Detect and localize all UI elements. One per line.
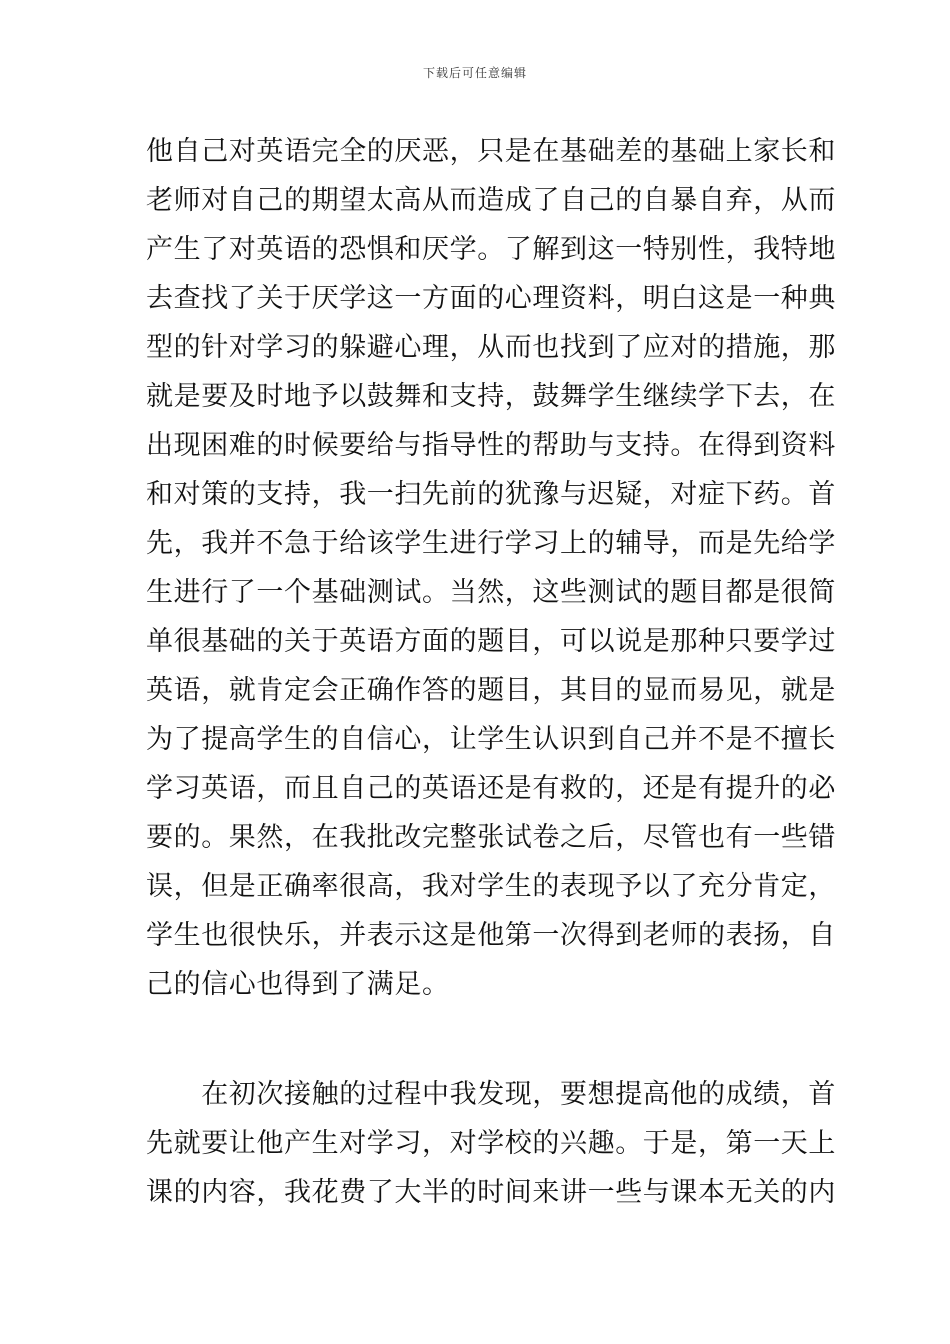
text-line: 在初次接触的过程中我发现，要想提高他的成绩，首 xyxy=(146,1079,836,1110)
text-line: 生进行了一个基础测试。当然，这些测试的题目都是很简 xyxy=(146,577,836,608)
text-line: 课的内容，我花费了大半的时间来讲一些与课本无关的内 xyxy=(146,1177,836,1208)
text-line: 先就要让他产生对学习，对学校的兴趣。于是，第一天上 xyxy=(146,1128,836,1159)
text-line: 就是要及时地予以鼓舞和支持，鼓舞学生继续学下去，在 xyxy=(146,381,836,412)
text-line: 为了提高学生的自信心，让学生认识到自己并不是不擅长 xyxy=(146,724,836,755)
text-line: 学生也很快乐，并表示这是他第一次得到老师的表扬，自 xyxy=(146,920,836,951)
text-line: 他自己对英语完全的厌恶，只是在基础差的基础上家长和 xyxy=(146,136,836,167)
text-line: 学习英语，而且自己的英语还是有救的，还是有提升的必 xyxy=(146,773,836,804)
paragraph-2 xyxy=(146,1070,836,1217)
text-line: 先，我并不急于给该学生进行学习上的辅导，而是先给学 xyxy=(146,528,836,559)
text-line: 产生了对英语的恐惧和厌学。了解到这一特别性，我特地 xyxy=(146,234,836,265)
text-line: 老师对自己的期望太高从而造成了自己的自暴自弃，从而 xyxy=(146,185,836,216)
text-line: 英语，就肯定会正确作答的题目，其目的显而易见，就是 xyxy=(146,675,836,706)
text-line: 出现困难的时候要给与指导性的帮助与支持。在得到资料 xyxy=(146,430,836,461)
text-line: 己的信心也得到了满足。 xyxy=(146,969,450,1000)
text-line: 要的。果然，在我批改完整张试卷之后，尽管也有一些错 xyxy=(146,822,836,853)
text-line: 去查找了关于厌学这一方面的心理资料，明白这是一种典 xyxy=(146,283,836,314)
text-line: 单很基础的关于英语方面的题目，可以说是那种只要学过 xyxy=(146,626,836,657)
text-line: 型的针对学习的躲避心理，从而也找到了应对的措施，那 xyxy=(146,332,836,363)
page-header: 下载后可任意编辑 xyxy=(422,66,527,80)
paragraph-1 xyxy=(146,127,836,1009)
text-line: 误，但是正确率很高，我对学生的表现予以了充分肯定， xyxy=(146,871,836,902)
text-line: 和对策的支持，我一扫先前的犹豫与迟疑，对症下药。首 xyxy=(146,479,836,510)
